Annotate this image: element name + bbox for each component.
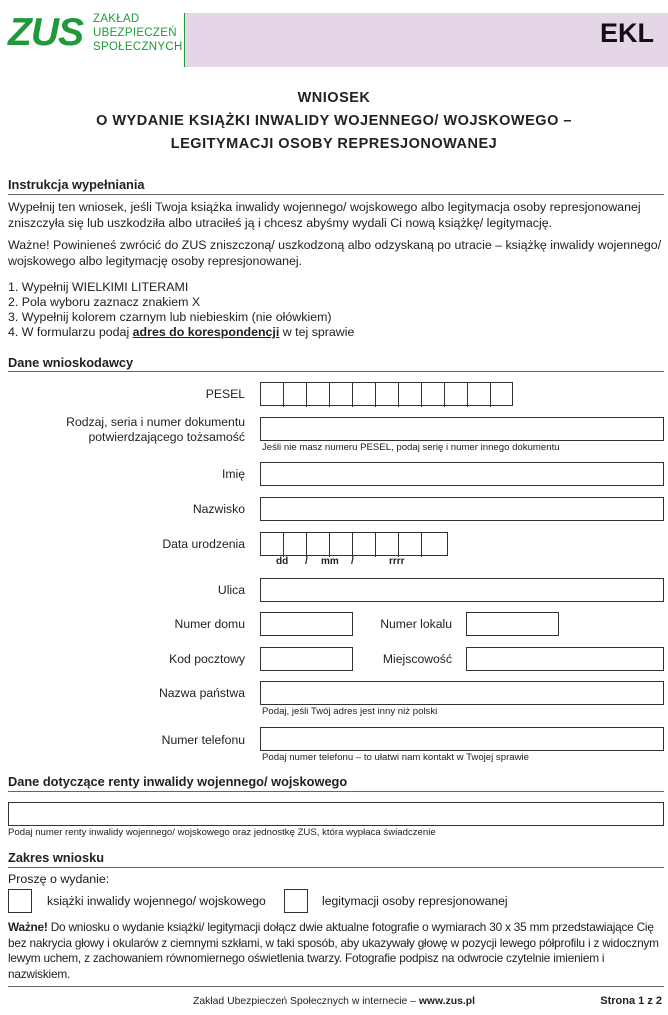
date-cell-divider xyxy=(375,533,398,557)
header-band xyxy=(184,13,668,67)
instruction-item-4-bold: adres do korespondencji xyxy=(132,325,280,339)
footer-website-link[interactable]: www.zus.pl xyxy=(418,996,476,1007)
postal-code-label: Kod pocztowy xyxy=(169,652,245,666)
page-number: Strona 1 z 2 xyxy=(600,995,662,1007)
date-cell-divider xyxy=(421,533,444,557)
pension-hint: Podaj numer renty inwalidy wojennego/ wojskowego oraz jednostkę ZUS, która wypłaca świadczenie xyxy=(8,827,436,838)
city-label: Miejscowość xyxy=(382,652,452,666)
pesel-cell-divider xyxy=(421,383,444,407)
birth-date-input[interactable] xyxy=(260,532,448,556)
street-input[interactable] xyxy=(260,578,664,602)
scope-heading: Zakres wniosku xyxy=(8,850,105,865)
title-line-1: WNIOSEK xyxy=(297,90,371,106)
photo-note-text: Do wniosku o wydanie książki/ legitymacji dołącz dwie aktualne fotografie o wymiarach 30 x 35 mm przedstawiające Cię bez nakrycia głowy i okularów z ciemnymi szkłami, w taki sposób, aby ukazywały głowę w pozycji lewego półprofilu i z widocznym lewym uchem, z zachowaniem równomiernego oświetlenia twarzy. Fotografie podpisz na odwrocie czytelnie imieniem i nazwiskiem. xyxy=(8,920,659,981)
scope-prompt: Proszę o wydanie: xyxy=(8,872,110,886)
last-name-input[interactable] xyxy=(260,497,664,521)
checkbox-repressed-id[interactable] xyxy=(284,889,308,913)
instruction-item-1: 1. Wypełnij WIELKIMI LITERAMI xyxy=(8,280,189,294)
photo-note xyxy=(8,920,664,982)
instruction-item-4-suffix: w tej sprawie xyxy=(279,325,355,339)
instruction-item-4 xyxy=(8,325,354,339)
first-name-input[interactable] xyxy=(260,462,664,486)
instructions-heading: Instrukcja wypełniania xyxy=(8,177,145,192)
birth-date-label: Data urodzenia xyxy=(162,537,245,551)
id-document-label-1: Rodzaj, seria i numer dokumentu xyxy=(66,415,245,429)
pesel-cell-divider xyxy=(329,383,352,407)
date-cell-divider xyxy=(306,533,329,557)
form-code: EKL xyxy=(600,18,654,48)
pesel-cell-divider xyxy=(490,383,513,407)
date-hint-year: rrrr xyxy=(389,556,405,567)
date-hint-sep-2: / xyxy=(351,556,354,567)
pesel-cell-divider xyxy=(283,383,306,407)
instructions-para-1: Wypełnij ten wniosek, jeśli Twoja książka inwalidy wojennego/ wojskowego albo legitymacja osoby represjonowanej zniszczyła się lub uszkodziła albo utraciłeś ją i chcesz abyśmy wydali Ci nową książkę/ legitymację. xyxy=(8,200,641,230)
pesel-input[interactable] xyxy=(260,382,513,406)
postal-code-input[interactable] xyxy=(260,647,353,671)
pesel-cell-divider xyxy=(306,383,329,407)
logo-line-3: SPOŁECZNYCH xyxy=(93,41,183,53)
title-line-2: O WYDANIE KSIĄŻKI INWALIDY WOJENNEGO/ WOJSKOWEGO – xyxy=(96,113,572,129)
country-label: Nazwa państwa xyxy=(158,686,245,700)
house-number-label: Numer domu xyxy=(174,617,245,631)
first-name-label: Imię xyxy=(221,467,245,481)
instruction-item-4-prefix: 4. W formularzu podaj xyxy=(8,325,133,339)
section-divider xyxy=(8,194,664,195)
country-hint: Podaj, jeśli Twój adres jest inny niż polski xyxy=(262,706,438,717)
footer-divider xyxy=(8,986,664,987)
date-cell-divider xyxy=(352,533,375,557)
title-line-3: LEGITYMACJI OSOBY REPRESJONOWANEJ xyxy=(170,136,498,152)
date-hint-day: dd xyxy=(276,556,289,567)
footer-center xyxy=(193,996,475,1007)
phone-label: Numer telefonu xyxy=(161,733,245,747)
zus-logo-text xyxy=(93,12,183,54)
phone-hint: Podaj numer telefonu – to ułatwi nam kontakt w Twojej sprawie xyxy=(262,752,529,763)
date-cell-divider xyxy=(283,533,306,557)
date-cell-divider xyxy=(398,533,421,557)
pesel-cell-divider xyxy=(352,383,375,407)
last-name-label: Nazwisko xyxy=(192,502,245,516)
pesel-cell-divider xyxy=(467,383,490,407)
section-divider xyxy=(8,791,664,792)
logo-line-2: UBEZPIECZEŃ xyxy=(93,27,177,39)
instruction-item-2: 2. Pola wyboru zaznacz znakiem X xyxy=(8,295,201,309)
city-input[interactable] xyxy=(466,647,664,671)
id-document-label xyxy=(20,415,245,445)
flat-number-label: Numer lokalu xyxy=(380,617,452,631)
date-hint-month: mm xyxy=(321,556,339,567)
flat-number-input[interactable] xyxy=(466,612,559,636)
pesel-cell-divider xyxy=(398,383,421,407)
id-document-label-2: potwierdzającego tożsamość xyxy=(88,430,245,444)
photo-note-bold: Ważne! xyxy=(8,920,48,934)
footer-center-text: Zakład Ubezpieczeń Społecznych w internecie – xyxy=(193,996,419,1007)
pesel-label: PESEL xyxy=(205,387,245,401)
logo-divider xyxy=(184,13,185,67)
id-document-hint: Jeśli nie masz numeru PESEL, podaj serię i numer innego dokumentu xyxy=(262,442,560,453)
pesel-cell-divider xyxy=(444,383,467,407)
pesel-cell-divider xyxy=(375,383,398,407)
street-label: Ulica xyxy=(217,583,245,597)
section-divider xyxy=(8,371,664,372)
pension-heading: Dane dotyczące renty inwalidy wojennego/ wojskowego xyxy=(8,774,348,789)
zus-logo-mark: ZUS xyxy=(8,11,83,54)
applicant-heading: Dane wnioskodawcy xyxy=(8,355,134,370)
checkbox-war-invalid-book-label: książki inwalidy wojennego/ wojskowego xyxy=(47,894,266,908)
house-number-input[interactable] xyxy=(260,612,353,636)
id-document-input[interactable] xyxy=(260,417,664,441)
date-hint-sep-1: / xyxy=(305,556,308,567)
pension-number-input[interactable] xyxy=(8,802,664,826)
instructions-para-2: Ważne! Powinieneś zwrócić do ZUS zniszczoną/ uszkodzoną albo odzyskaną po utracie – książkę inwalidy wojennego/ wojskowego albo legitymację osoby represjonowanej. xyxy=(8,238,662,268)
checkbox-war-invalid-book[interactable] xyxy=(8,889,32,913)
instruction-item-3: 3. Wypełnij kolorem czarnym lub niebieskim (nie ołówkiem) xyxy=(8,310,332,324)
checkbox-repressed-id-label: legitymacji osoby represjonowanej xyxy=(322,894,508,908)
date-cell-divider xyxy=(329,533,352,557)
phone-input[interactable] xyxy=(260,727,664,751)
country-input[interactable] xyxy=(260,681,664,705)
logo-line-1: ZAKŁAD xyxy=(93,13,140,25)
section-divider xyxy=(8,867,664,868)
